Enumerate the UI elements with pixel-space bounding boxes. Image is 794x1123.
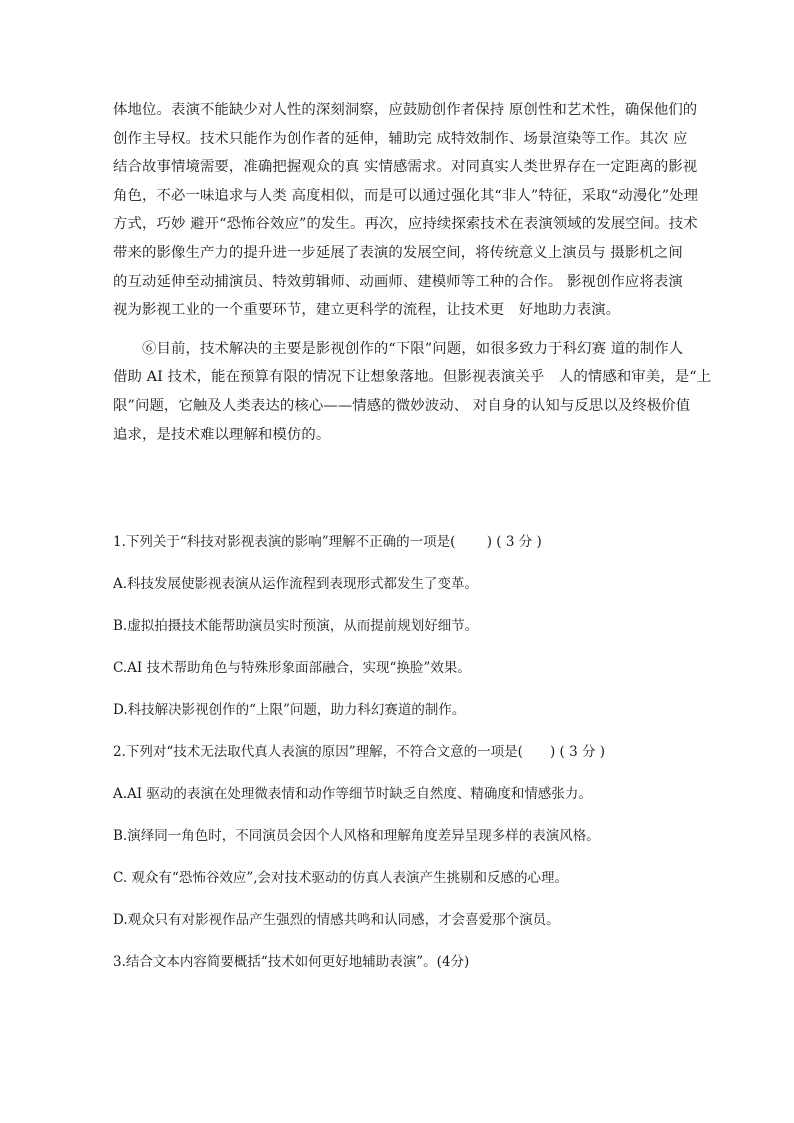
- passage-line: 借助 AI 技术，能在预算有限的情况下让想象落地。但影视表演关乎 人的情感和审美，是“上: [113, 369, 712, 386]
- passage-line: 带来的影像生产力的提升进一步延展了表演的发展空间，将传统意义上演员与 摄影机之间: [113, 244, 683, 261]
- question-1-option-c: C.AI 技术帮助角色与特殊形象面部融合，实现“换脸”效果。: [113, 660, 471, 676]
- passage-line: 视为影视工业的一个重要环节，建立更科学的流程，让技术更 好地助力表演。: [113, 302, 621, 319]
- passage-line: 追求，是技术难以理解和模仿的。: [113, 426, 331, 443]
- question-2-option-a: A.AI 驱动的表演在处理微表情和动作等细节时缺乏自然度、精确度和情感张力。: [113, 786, 592, 802]
- question-2-option-d: D.观众只有对影视作品产生强烈的情感共鸣和认同感，才会喜爱那个演员。: [113, 912, 560, 928]
- passage-line: ⑥目前，技术解决的主要是影视创作的“下限”问题，如很多致力于科幻赛 道的制作人: [142, 340, 684, 357]
- passage-line: 方式，巧妙 避开“恐怖谷效应”的发生。再次，应持续探索技术在表演领域的发展空间。技术: [113, 216, 698, 233]
- question-1-option-d: D.科技解决影视创作的“上限”问题，助力科幻赛道的制作。: [113, 702, 466, 718]
- passage-line: 限”问题，它触及人类表达的核心——情感的微妙波动、 对自身的认知与反思以及终极价值: [113, 397, 691, 414]
- paragraph-6: [113, 335, 685, 364]
- question-1-option-a: A.科技发展使影视表演从运作流程到表现形式都发生了变革。: [113, 576, 479, 592]
- question-3-stem: 3.结合文本内容简要概括“技术如何更好地辅助表演”。(4分): [113, 954, 470, 970]
- passage-line: 角色，不必一味追求与人类 高度相似，而是可以通过强化其“非人”特征，采取“动漫化”处理: [113, 187, 699, 204]
- question-1-stem: 1.下列关于“科技对影视表演的影响”理解不正确的一项是( ) ( 3 分 ): [113, 534, 542, 550]
- question-2-option-b: B.演绎同一角色时，不同演员会因个人风格和理解角度差异呈现多样的表演风格。: [113, 828, 600, 844]
- passage-line: 体地位。表演不能缺少对人性的深刻洞察，应鼓励创作者保持 原创性和艺术性，确保他们的: [113, 102, 698, 118]
- reading-passage: [113, 96, 712, 449]
- question-2-option-c: C. 观众有“恐怖谷效应”,会对技术驱动的仿真人表演产生挑剔和反感的心理。: [113, 870, 569, 886]
- passage-line: 的互动延伸至动捕演员、特效剪辑师、动画师、建模师等工种的合作。 影视创作应将表演: [113, 273, 683, 290]
- passage-line: 结合故事情境需要，准确把握观众的真 实情感需求。对同真实人类世界存在一定距离的影视: [113, 159, 698, 176]
- passage-line: 创作主导权。技术只能作为创作者的延伸，辅助完 成特效制作、场景渲染等工作。其次 应: [113, 130, 688, 147]
- question-2-stem: 2.下列对“技术无法取代真人表演的原因”理解，不符合文意的一项是( ) ( 3 分 ): [113, 744, 606, 760]
- question-1-option-b: B.虚拟拍摄技术能帮助演员实时预演，从而提前规划好细节。: [113, 618, 479, 634]
